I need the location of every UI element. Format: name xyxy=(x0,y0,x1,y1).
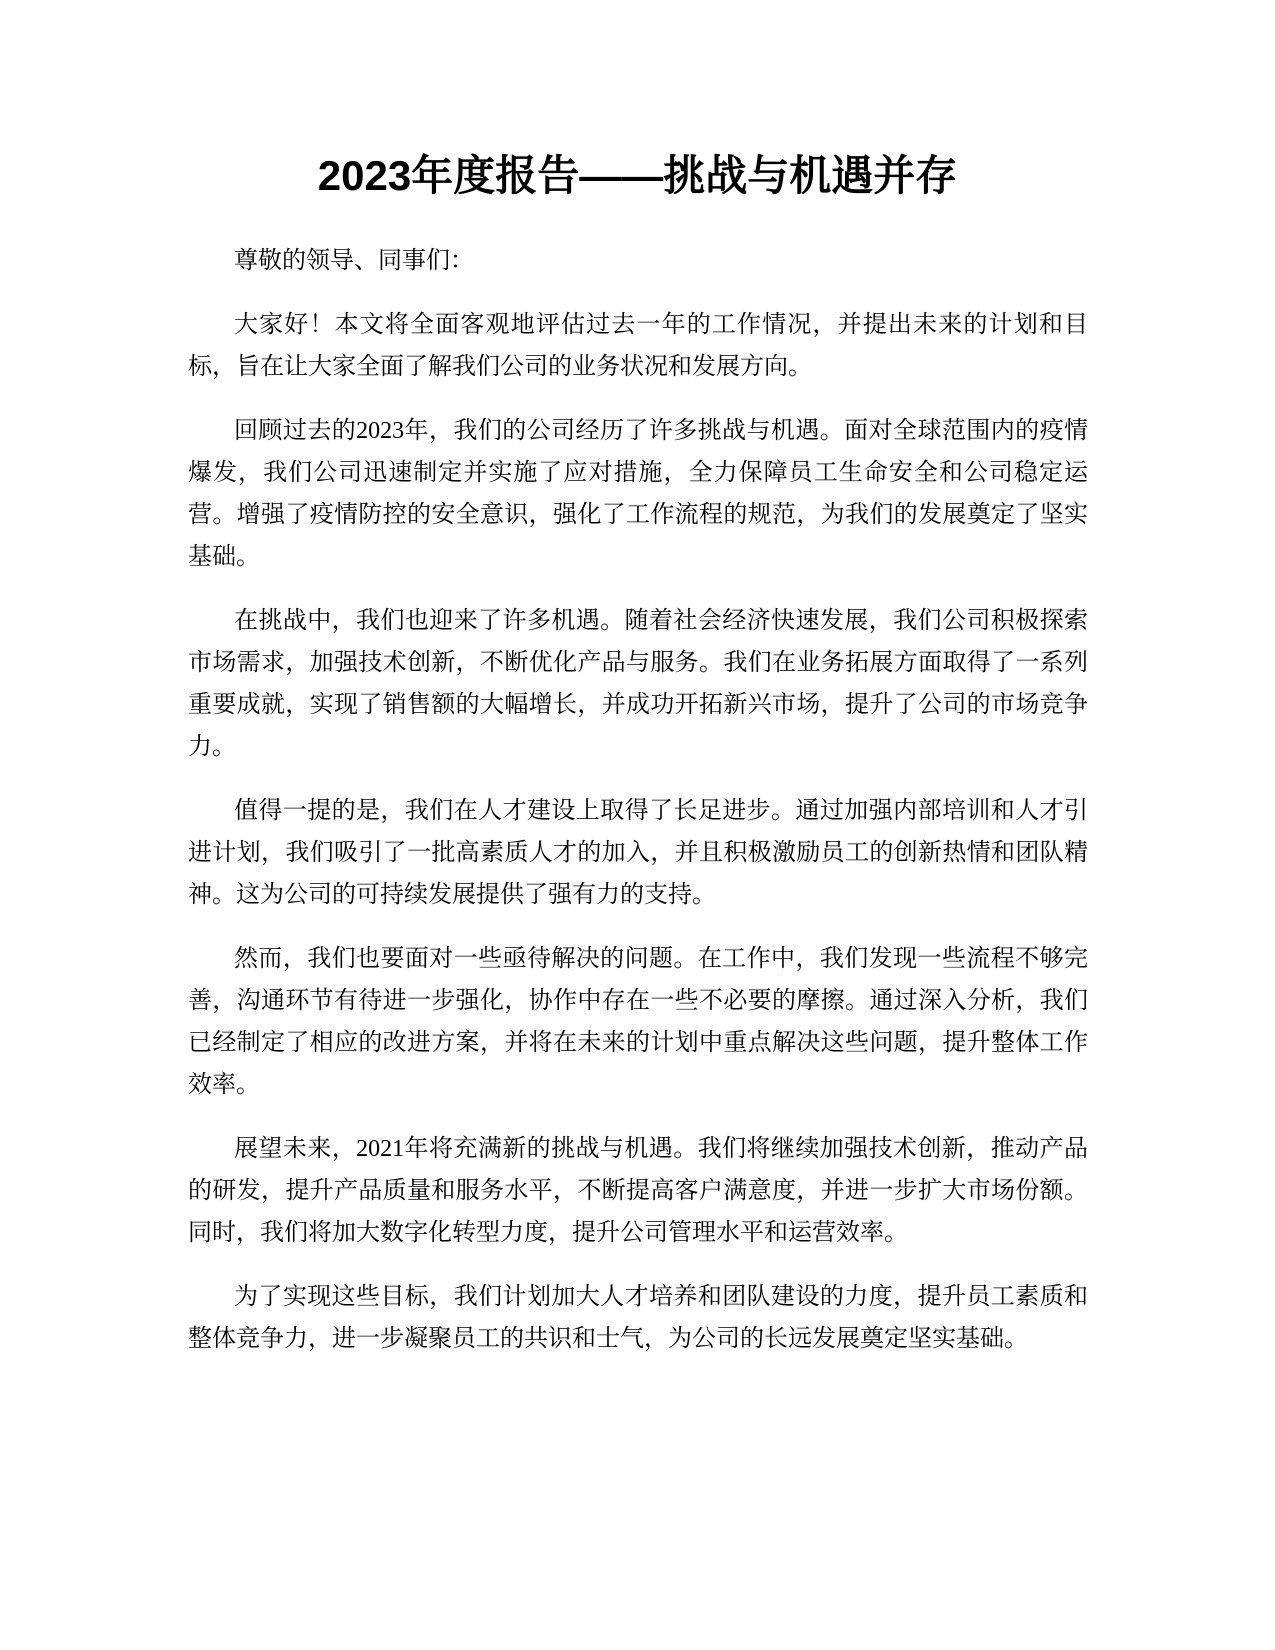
greeting-paragraph: 大家好！本文将全面客观地评估过去一年的工作情况，并提出未来的计划和目标，旨在让大家全面了解我们公司的业务状况和发展方向。 xyxy=(188,312,1088,380)
document-title: 2023年度报告——挑战与机遇并存 xyxy=(317,152,958,199)
document-body xyxy=(188,240,1088,1382)
problems-paragraph: 然而，我们也要面对一些亟待解决的问题。在工作中，我们发现一些流程不够完善，沟通环节有待进一步强化，协作中存在一些不必要的摩擦。通过深入分析，我们已经制定了相应的改进方案，并将在未来的计划中重点解决这些问题，提升整体工作效率。 xyxy=(188,946,1088,1098)
goals-paragraph: 为了实现这些目标，我们计划加大人才培养和团队建设的力度，提升员工素质和整体竞争力，进一步凝聚员工的共识和士气，为公司的长远发展奠定坚实基础。 xyxy=(188,1284,1088,1352)
review-paragraph: 回顾过去的2023年，我们的公司经历了许多挑战与机遇。面对全球范围内的疫情爆发，我们公司迅速制定并实施了应对措施，全力保障员工生命安全和公司稳定运营。增强了疫情防控的安全意识，强化了工作流程的规范，为我们的发展奠定了坚实基础。 xyxy=(188,418,1088,570)
outlook-paragraph: 展望未来，2021年将充满新的挑战与机遇。我们将继续加强技术创新，推动产品的研发，提升产品质量和服务水平，不断提高客户满意度，并进一步扩大市场份额。同时，我们将加大数字化转型力度，提升公司管理水平和运营效率。 xyxy=(188,1136,1088,1246)
talent-paragraph: 值得一提的是，我们在人才建设上取得了长足进步。通过加强内部培训和人才引进计划，我们吸引了一批高素质人才的加入，并且积极激励员工的创新热情和团队精神。这为公司的可持续发展提供了强有力的支持。 xyxy=(188,798,1088,908)
opportunities-paragraph: 在挑战中，我们也迎来了许多机遇。随着社会经济快速发展，我们公司积极探索市场需求，加强技术创新，不断优化产品与服务。我们在业务拓展方面取得了一系列重要成就，实现了销售额的大幅增长，并成功开拓新兴市场，提升了公司的市场竞争力。 xyxy=(188,608,1088,760)
salutation-paragraph: 尊敬的领导、同事们： xyxy=(234,248,474,274)
